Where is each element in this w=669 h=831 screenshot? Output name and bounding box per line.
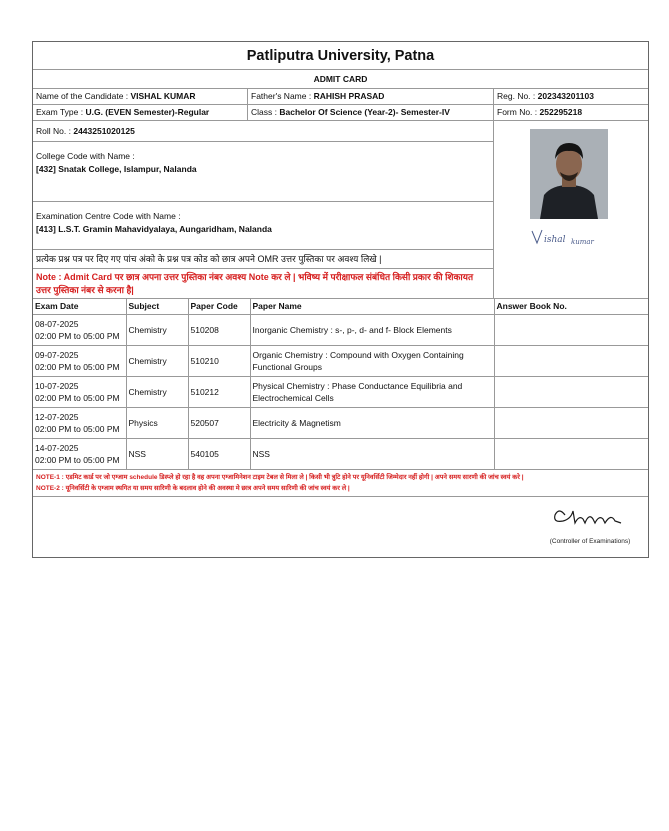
candidate-name-cell (33, 89, 248, 104)
exam-type-cell (33, 105, 248, 120)
note-1: NOTE-1 : एडमिट कार्ड पर जो एग्जाम schedule डिस्प्ले हो रहा है वह अपना एग्जामिनेशन टाइम टेबल से मिला ले | किसी भी त्रुटि होने पर यूनिवर्सिटी जिम्मेदार नहीं होगी | अपने समय सारणी की जांच स्वयं करे | (36, 473, 524, 481)
paper-name-cell: Inorganic Chemistry : s-, p-, d- and f- Block Elements (250, 314, 494, 345)
answer-book-cell (494, 407, 648, 438)
header-paper-name: Paper Name (250, 299, 494, 314)
header-answer-book: Answer Book No. (494, 299, 648, 314)
class-value: Bachelor Of Science (Year-2)- Semester-IV (279, 107, 450, 117)
subject-cell: Chemistry (126, 345, 188, 376)
candidate-photo (530, 129, 608, 219)
form-no-cell (494, 105, 648, 120)
father-name: RAHISH PRASAD (313, 91, 385, 101)
father-name-cell (248, 89, 494, 104)
answer-book-cell (494, 438, 648, 469)
exam-date: 14-07-2025 (35, 442, 79, 453)
admit-card (32, 41, 649, 558)
table-row (33, 438, 648, 469)
class-label: Class : (251, 107, 277, 117)
father-name-label: Father's Name : (251, 91, 312, 101)
paper-code-cell: 510210 (188, 345, 250, 376)
candidate-row-1 (33, 89, 648, 105)
paper-code-cell: 510212 (188, 376, 250, 407)
controller-signature (545, 499, 640, 529)
exam-date-cell (33, 376, 126, 407)
exam-date: 12-07-2025 (35, 411, 79, 422)
details-left (33, 121, 494, 298)
exam-date-cell (33, 407, 126, 438)
paper-name-cell: Physical Chemistry : Phase Conductance Equilibria and Electrochemical Cells (250, 376, 494, 407)
note-2: NOTE-2 : यूनिवर्सिटी के एग्जाम स्थगित या समय सारिणी के बदलाव होने की अवस्था मे छात्र अपने समय सारिणी की जांच स्वयं कर ले | (36, 484, 350, 492)
table-header-row (33, 299, 648, 314)
svg-text:kumar: kumar (571, 238, 594, 246)
college-row (33, 142, 493, 202)
class-cell (248, 105, 494, 120)
college-label: College Code with Name : (36, 151, 135, 161)
form-no: 252295218 (539, 107, 583, 117)
answer-book-note: Note : Admit Card पर छात्र अपना उत्तर पुस्तिका नंबर अवश्य Note कर ले | भविष्य में परीक्षाफल संबंधित किसी प्रकार की शिकायत उत्तर पुस्तिका नंबर से करना है| (33, 268, 493, 298)
exam-time: 02:00 PM to 05:00 PM (35, 454, 120, 465)
candidate-details-block (33, 121, 648, 299)
table-row (33, 345, 648, 376)
exam-centre-label: Examination Centre Code with Name : (36, 211, 181, 221)
exam-time: 02:00 PM to 05:00 PM (35, 330, 120, 341)
roll-no-row (33, 121, 493, 142)
notes-block (33, 470, 648, 497)
form-no-label: Form No. : (497, 107, 538, 117)
roll-no-label: Roll No. : (36, 126, 71, 136)
answer-book-cell (494, 345, 648, 376)
exam-time: 02:00 PM to 05:00 PM (35, 392, 120, 403)
document-title: ADMIT CARD (33, 70, 648, 89)
exam-centre-name: [413] L.S.T. Gramin Mahavidyalaya, Aungaridham, Nalanda (36, 224, 272, 234)
candidate-signature (528, 225, 610, 249)
candidate-name-label: Name of the Candidate : (36, 91, 129, 101)
photo-cell (494, 121, 648, 298)
exam-type-label: Exam Type : (36, 107, 84, 117)
candidate-row-2 (33, 105, 648, 121)
reg-no: 202343201103 (537, 91, 594, 101)
paper-code-cell: 540105 (188, 438, 250, 469)
subject-cell: Physics (126, 407, 188, 438)
subject-cell: Chemistry (126, 314, 188, 345)
paper-name-cell: Organic Chemistry : Compound with Oxygen Containing Functional Groups (250, 345, 494, 376)
roll-no: 2443251020125 (73, 126, 135, 136)
subject-cell: NSS (126, 438, 188, 469)
exam-date: 09-07-2025 (35, 349, 79, 360)
exam-time: 02:00 PM to 05:00 PM (35, 423, 120, 434)
header-subject: Subject (126, 299, 188, 314)
paper-code-cell: 520507 (188, 407, 250, 438)
header-exam-date: Exam Date (33, 299, 126, 314)
paper-code-cell: 510208 (188, 314, 250, 345)
header-paper-code: Paper Code (188, 299, 250, 314)
controller-label: (Controller of Examinations) (549, 538, 631, 545)
candidate-name: VISHAL KUMAR (130, 91, 196, 101)
exam-type: U.G. (EVEN Semester)-Regular (85, 107, 210, 117)
college-name: [432] Snatak College, Islampur, Nalanda (36, 164, 197, 174)
paper-name-cell: Electricity & Magnetism (250, 407, 494, 438)
exam-date-cell (33, 314, 126, 345)
university-title: Patliputra University, Patna (33, 42, 648, 70)
reg-no-label: Reg. No. : (497, 91, 536, 101)
exam-time: 02:00 PM to 05:00 PM (35, 361, 120, 372)
table-row (33, 314, 648, 345)
subject-cell: Chemistry (126, 376, 188, 407)
table-row (33, 407, 648, 438)
exam-date-cell (33, 345, 126, 376)
reg-no-cell (494, 89, 648, 104)
exam-date: 10-07-2025 (35, 380, 79, 391)
exam-centre-row (33, 202, 493, 249)
exam-date: 08-07-2025 (35, 318, 79, 329)
answer-book-cell (494, 314, 648, 345)
table-row (33, 376, 648, 407)
svg-text:ishal: ishal (544, 235, 566, 245)
exam-schedule-table (33, 299, 648, 470)
answer-book-cell (494, 376, 648, 407)
exam-date-cell (33, 438, 126, 469)
omr-instruction: प्रत्येक प्रश्न पत्र पर दिए गए पांच अंको के प्रश्न पत्र कोड को छात्र अपने OMR उत्तर पुस्तिका पर अवश्य लिखे | (33, 249, 493, 268)
paper-name-cell: NSS (250, 438, 494, 469)
